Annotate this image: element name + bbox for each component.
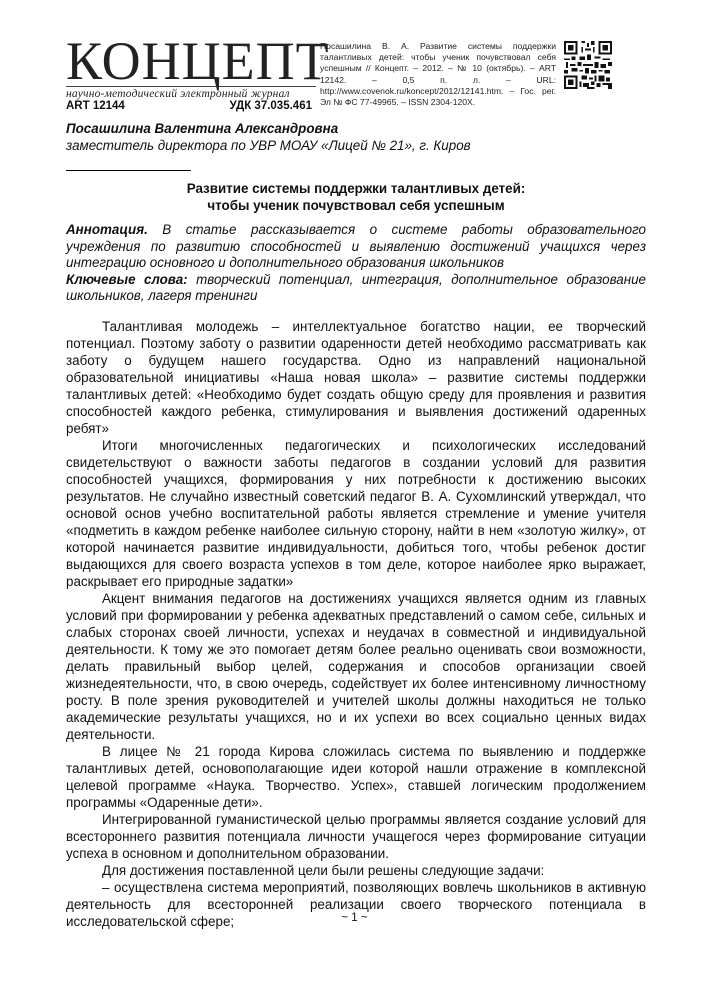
page-number: ~ 1 ~ xyxy=(341,912,368,924)
paragraph: – осуществлена система мероприятий, позволяющих вовлечь школьников в активную деятельность для всесторонней реализации своего творческого потенциала в исследовательской сфере; xyxy=(66,880,646,929)
logo-title: КОНЦЕПТ xyxy=(66,31,330,91)
title-line-2: чтобы ученик почувствовал себя успешным xyxy=(207,198,505,213)
paragraph: Для достижения поставленной цели были решены следующие задачи: xyxy=(102,863,545,878)
author-block xyxy=(66,120,646,154)
paragraph: Акцент внимания педагогов на достижениях учащихся является одним из главных условий при формировании у ребенка адекватных представлений о самом себе, сильных и слабых сторонах своей личности, успехах и неудачах в совместной и индивидуальной деятельности. К тому же это помогает детям более реально оценивать свои возможности, делать правильный выбор целей, содержания и способов организации своей жизнедеятельности, что, в свою очередь, содействует их более интенсивному личностному росту. В поле зрения руководителей и учителей школы должны находиться не только академические результаты учащихся, но и их успехи во всех социально ценных видах деятельности. xyxy=(66,591,646,742)
art-code: ART 12144 xyxy=(66,100,125,112)
paragraph: Интегрированной гуманистической целью программы является создание условий для всестороннего развития потенциала личности учащегося через формирование ситуации успеха в основном и дополнительном образовании. xyxy=(66,812,646,861)
author-name: Посашилина Валентина Александровна xyxy=(66,121,339,136)
citation-text: Посашилина В. А. Развитие системы поддержки талантливых детей: чтобы ученик почувствовал себя успешным // Концепт. – 2012. – № 10 (октябрь). – ART 12142. – 0,5 п. л. – URL: http://www.covenok.ru/koncept/2012/12141.htm. – Гос. рег. Эл № ФС 77-49965. – ISSN 2304-120X. xyxy=(320,41,556,108)
journal-logo xyxy=(66,31,330,100)
paragraph: В лицее № 21 города Кирова сложилась система по выявлению и поддержке талантливых детей, основополагающие идеи которой нашли отражение в комплексной целевой программе «Наука. Творчество. Успех», ставшей логическим продолжением программы «Одаренные дети». xyxy=(66,744,646,810)
keywords-label: Ключевые слова: xyxy=(66,271,188,287)
article-codes xyxy=(66,100,312,112)
article-title xyxy=(66,180,646,214)
title-line-1: Развитие системы поддержки талантливых детей: xyxy=(186,181,526,196)
paragraph: Талантливая молодежь – интеллектуальное богатство нации, ее творческий потенциал. Поэтому заботу о развитии одаренности детей необходимо рассматривать как заботу о будущем нашего государства. Одно из направлений национальной образовательной инициативы «Наша новая школа» – развитие системы поддержки талантливых детей: «Необходимо будет создать общую среду для проявления и развития способностей каждого ребенка, стимулирования и выявления достижений одаренных ребят» xyxy=(66,319,646,436)
abstract-text: В статье рассказывается о системе работы образовательного учреждения по развитию способностей и выявлению достижений учащихся через интеграцию основного и дополнительного образования школьников xyxy=(66,222,646,270)
journal-header xyxy=(66,31,646,118)
logo-subtitle: научно-методический электронный журнал xyxy=(66,86,316,100)
author-position: заместитель директора по УВР МОАУ «Лицей № 21», г. Киров xyxy=(66,138,471,153)
article-body xyxy=(66,318,646,930)
abstract-label: Аннотация. xyxy=(66,222,148,237)
keywords-text: творческий потенциал, интеграция, дополнительное образование школьников, лагеря тренинги xyxy=(66,271,646,303)
udk-code: УДК 37.035.461 xyxy=(229,100,312,112)
qr-code-icon xyxy=(564,41,612,89)
abstract xyxy=(66,222,646,272)
paragraph: Итоги многочисленных педагогических и психологических исследований свидетельствуют о важности заботы педагогов в создании условий для развития способностей учащихся, формирования у них потребности к достижению высоких результатов. Не случайно известный советский педагог В. А. Сухомлинский утверждал, что основой основ учебно воспитательной работы является стремление и умение учителя «подметить в каждом ребенке наиболее сильную сторону, найти в нем «золотую жилку», от которой начинается развитие индивидуальности, добиться того, чтобы ребенок достиг выдающихся для своего возраста успехов в том деле, которое наиболее ярко выражает, раскрывает его природные задатки» xyxy=(66,438,646,589)
abstract-section xyxy=(66,222,646,305)
keywords xyxy=(66,272,646,305)
separator-line xyxy=(66,170,191,171)
